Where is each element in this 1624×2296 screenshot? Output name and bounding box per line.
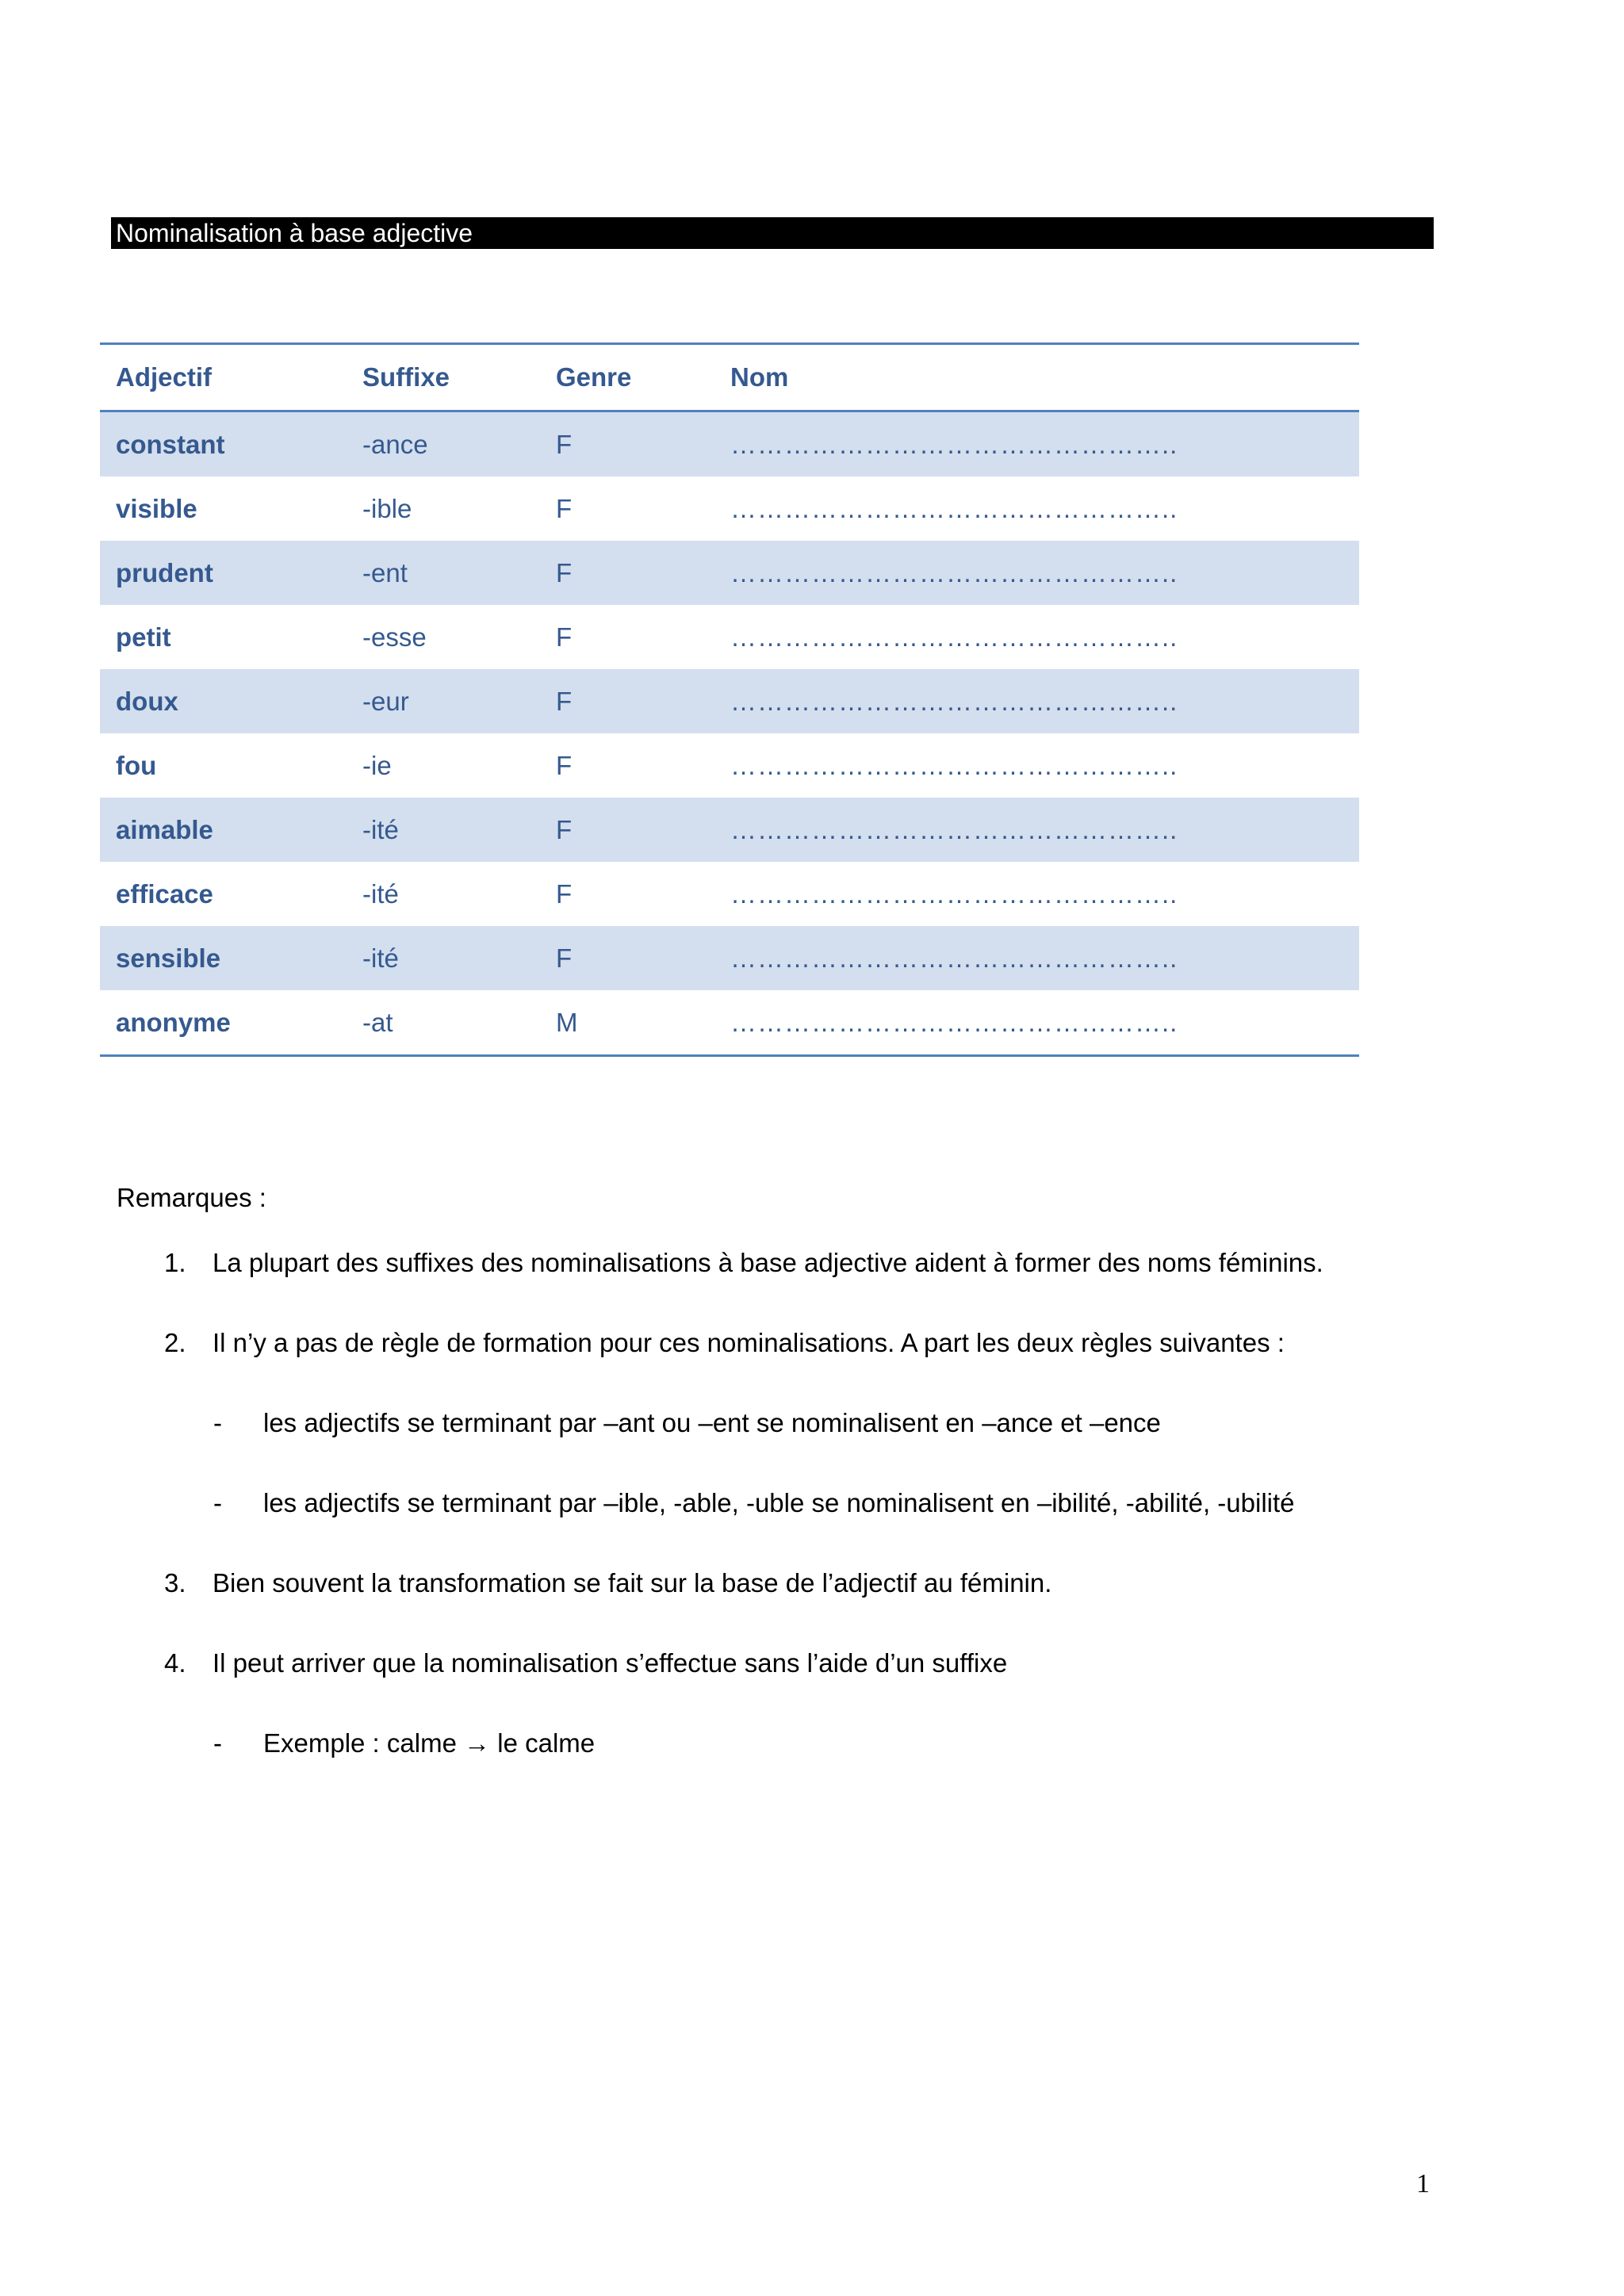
table-row: [100, 669, 1359, 733]
cell-nom-blank: …………………………………………..: [730, 493, 1178, 523]
cell-genre: F: [556, 622, 573, 652]
cell-adjectif: visible: [116, 493, 197, 523]
remark-text: La plupart des suffixes des nominalisations à base adjective aident à former des noms féminins.: [213, 1248, 1323, 1277]
cell-genre: F: [556, 557, 573, 587]
cell-adjectif: aimable: [116, 814, 213, 844]
cell-suffixe: -ie: [362, 750, 392, 780]
cell-genre: F: [556, 429, 573, 459]
cell-nom-blank: …………………………………………..: [730, 750, 1178, 780]
cell-suffixe: -esse: [362, 622, 427, 652]
cell-genre: F: [556, 493, 573, 523]
remark-number: 3.: [164, 1568, 186, 1598]
table-row: [100, 926, 1359, 990]
remarks-section: [117, 1180, 1465, 1758]
remark-subtext: les adjectifs se terminant par –ant ou –ent se nominalisent en –ance et –ence: [263, 1408, 1161, 1437]
cell-suffixe: -ible: [362, 493, 412, 523]
cell-genre: F: [556, 750, 573, 780]
table-row: [100, 476, 1359, 541]
cell-suffixe: -ité: [362, 943, 399, 973]
cell-genre: F: [556, 943, 573, 973]
cell-nom-blank: …………………………………………..: [730, 686, 1178, 716]
cell-suffixe: -at: [362, 1007, 393, 1037]
remark-text: Bien souvent la transformation se fait sur la base de l’adjectif au féminin.: [213, 1568, 1052, 1598]
table-row: [100, 733, 1359, 798]
header-adjectif: Adjectif: [116, 362, 213, 392]
table-row: [100, 990, 1359, 1056]
cell-adjectif: constant: [116, 429, 225, 459]
remark-subtext: Exemple : calme → le calme: [263, 1728, 596, 1758]
table-row: [100, 411, 1359, 477]
header-nom: Nom: [730, 362, 789, 392]
cell-genre: F: [556, 878, 573, 909]
cell-nom-blank: …………………………………………..: [730, 878, 1178, 909]
remark-number: 2.: [164, 1328, 186, 1357]
header-suffixe: Suffixe: [362, 362, 450, 392]
table-row: [100, 798, 1359, 862]
section-title: Nominalisation à base adjective: [111, 217, 1434, 249]
cell-adjectif: anonyme: [116, 1007, 231, 1037]
cell-adjectif: efficace: [116, 878, 213, 909]
cell-suffixe: -ance: [362, 429, 428, 459]
table-row: [100, 541, 1359, 605]
cell-adjectif: fou: [116, 750, 157, 780]
bullet-dash: -: [213, 1728, 222, 1758]
cell-adjectif: petit: [116, 622, 171, 652]
remark-subtext: les adjectifs se terminant par –ible, -able, -uble se nominalisent en –ibilité, -abilité, -ubilité: [263, 1488, 1295, 1517]
nominalisation-table: [100, 342, 1359, 1057]
remark-text: Il peut arriver que la nominalisation s’effectue sans l’aide d’un suffixe: [213, 1648, 1008, 1678]
cell-genre: M: [556, 1007, 578, 1037]
table-row: [100, 862, 1359, 926]
remark-text: Il n’y a pas de règle de formation pour ces nominalisations. A part les deux règles suivantes :: [213, 1328, 1285, 1357]
remarks-title: Remarques :: [117, 1183, 266, 1212]
remark-number: 1.: [164, 1248, 186, 1277]
cell-suffixe: -ent: [362, 557, 408, 587]
cell-genre: F: [556, 686, 573, 716]
cell-nom-blank: …………………………………………..: [730, 622, 1178, 652]
cell-nom-blank: …………………………………………..: [730, 1007, 1178, 1037]
cell-adjectif: sensible: [116, 943, 221, 973]
table-header-row: [100, 344, 1359, 411]
table-row: [100, 605, 1359, 669]
bullet-dash: -: [213, 1488, 222, 1517]
cell-suffixe: -ité: [362, 814, 399, 844]
page-number: 1: [1416, 2169, 1430, 2198]
bullet-dash: -: [213, 1408, 222, 1437]
cell-adjectif: doux: [116, 686, 178, 716]
cell-suffixe: -eur: [362, 686, 409, 716]
cell-nom-blank: …………………………………………..: [730, 943, 1178, 973]
cell-adjectif: prudent: [116, 557, 213, 587]
cell-genre: F: [556, 814, 573, 844]
cell-nom-blank: …………………………………………..: [730, 429, 1178, 459]
cell-nom-blank: …………………………………………..: [730, 814, 1178, 844]
cell-suffixe: -ité: [362, 878, 399, 909]
cell-nom-blank: …………………………………………..: [730, 557, 1178, 587]
remark-number: 4.: [164, 1648, 186, 1678]
header-genre: Genre: [556, 362, 632, 392]
